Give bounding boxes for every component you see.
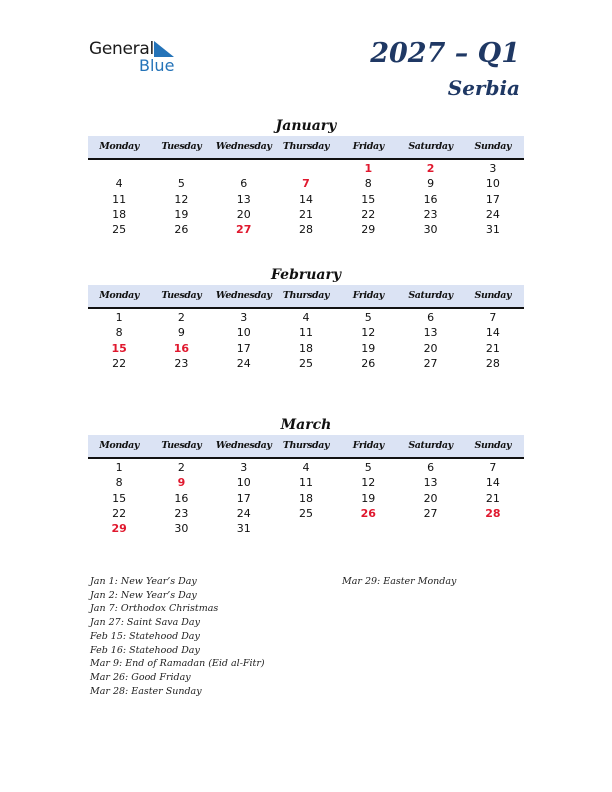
day-cell: 29 bbox=[111, 522, 127, 536]
day-cell: 26 bbox=[360, 506, 376, 520]
day-cell: 12 bbox=[174, 192, 189, 206]
weekday-label: Thursday bbox=[282, 290, 330, 301]
weeks bbox=[88, 459, 524, 536]
day-cell: 6 bbox=[427, 311, 435, 324]
empty-day-cell bbox=[213, 161, 275, 176]
day-cell: 1 bbox=[115, 461, 123, 474]
day-cell: 22 bbox=[112, 506, 127, 520]
day-cell: 23 bbox=[423, 207, 438, 221]
month-name: February bbox=[270, 267, 341, 283]
weekday-label: Thursday bbox=[282, 141, 330, 152]
day-cell: 15 bbox=[112, 491, 127, 505]
day-cell: 6 bbox=[240, 177, 248, 191]
day-cell: 25 bbox=[298, 506, 313, 520]
day-cell: 11 bbox=[112, 192, 127, 206]
page-title: 2027 – Q1 bbox=[370, 38, 520, 69]
day-cell: 7 bbox=[489, 311, 497, 324]
month-name: January bbox=[275, 118, 337, 134]
week-row bbox=[88, 506, 524, 521]
day-cell: 30 bbox=[174, 522, 189, 536]
day-cell: 4 bbox=[115, 177, 123, 191]
month-block-march bbox=[88, 415, 524, 536]
day-cell: 5 bbox=[364, 311, 372, 324]
weeks bbox=[88, 160, 524, 237]
day-cell: 2 bbox=[177, 311, 185, 324]
day-cell: 28 bbox=[485, 506, 501, 520]
day-cell: 26 bbox=[361, 356, 376, 370]
week-row bbox=[88, 310, 524, 325]
day-cell: 27 bbox=[423, 356, 438, 370]
week-row bbox=[88, 460, 524, 475]
day-cell: 21 bbox=[485, 341, 500, 355]
week-row bbox=[88, 325, 524, 340]
weekday-label: Thursday bbox=[282, 440, 330, 451]
day-cell: 13 bbox=[423, 476, 438, 490]
day-cell: 10 bbox=[485, 177, 500, 191]
day-cell: 31 bbox=[485, 223, 500, 237]
day-cell: 23 bbox=[174, 356, 189, 370]
week-row bbox=[88, 521, 524, 536]
day-cell: 31 bbox=[236, 522, 251, 536]
day-cell: 22 bbox=[361, 207, 376, 221]
weekday-header-row bbox=[88, 136, 524, 160]
holiday-note: Feb 15: Statehood Day bbox=[90, 630, 200, 642]
weekday-label: Sunday bbox=[474, 290, 512, 301]
day-cell: 11 bbox=[298, 476, 313, 490]
day-cell: 20 bbox=[236, 207, 251, 221]
weeks bbox=[88, 309, 524, 371]
day-cell: 24 bbox=[236, 356, 251, 370]
day-cell: 16 bbox=[173, 341, 190, 355]
day-cell: 19 bbox=[361, 491, 376, 505]
day-cell: 1 bbox=[115, 311, 123, 324]
holiday-notes-column-1 bbox=[90, 575, 340, 698]
day-cell: 8 bbox=[115, 326, 123, 340]
empty-day-cell bbox=[337, 521, 399, 536]
empty-day-cell bbox=[275, 521, 337, 536]
day-cell: 13 bbox=[236, 192, 251, 206]
week-row bbox=[88, 491, 524, 506]
weekday-label: Monday bbox=[99, 290, 139, 301]
day-cell: 30 bbox=[423, 223, 438, 237]
day-cell: 1 bbox=[364, 162, 373, 175]
day-cell: 12 bbox=[361, 326, 376, 340]
day-cell: 11 bbox=[298, 326, 313, 340]
weekday-label: Saturday bbox=[408, 290, 453, 301]
week-row bbox=[88, 222, 524, 237]
weekday-label: Sunday bbox=[474, 141, 512, 152]
weekday-label: Friday bbox=[352, 290, 384, 301]
weekday-label: Wednesday bbox=[215, 141, 272, 152]
day-cell: 3 bbox=[489, 162, 497, 175]
day-cell: 20 bbox=[423, 341, 438, 355]
month-name: March bbox=[280, 417, 332, 433]
day-cell: 2 bbox=[177, 461, 185, 474]
weekday-header-row bbox=[88, 435, 524, 459]
week-row bbox=[88, 161, 524, 176]
day-cell: 17 bbox=[485, 192, 500, 206]
day-cell: 5 bbox=[177, 177, 185, 191]
week-row bbox=[88, 207, 524, 222]
day-cell: 9 bbox=[177, 476, 186, 490]
empty-day-cell bbox=[399, 521, 461, 536]
day-cell: 5 bbox=[364, 461, 372, 474]
empty-day-cell bbox=[462, 521, 524, 536]
day-cell: 21 bbox=[298, 207, 313, 221]
holiday-note: Feb 16: Statehood Day bbox=[90, 644, 200, 656]
week-row bbox=[88, 192, 524, 207]
day-cell: 13 bbox=[423, 326, 438, 340]
day-cell: 16 bbox=[174, 491, 189, 505]
day-cell: 21 bbox=[485, 491, 500, 505]
holiday-note: Jan 27: Saint Sava Day bbox=[90, 617, 200, 629]
day-cell: 4 bbox=[302, 461, 310, 474]
week-row bbox=[88, 475, 524, 490]
day-cell: 17 bbox=[236, 491, 251, 505]
day-cell: 15 bbox=[111, 341, 127, 355]
weekday-label: Tuesday bbox=[161, 290, 202, 301]
day-cell: 6 bbox=[427, 461, 435, 474]
day-cell: 10 bbox=[236, 326, 251, 340]
day-cell: 3 bbox=[240, 311, 248, 324]
day-cell: 15 bbox=[361, 192, 376, 206]
day-cell: 22 bbox=[112, 356, 127, 370]
day-cell: 4 bbox=[302, 311, 310, 324]
day-cell: 2 bbox=[426, 162, 435, 175]
logo-word-general: General bbox=[89, 39, 154, 59]
day-cell: 20 bbox=[423, 491, 438, 505]
weekday-label: Tuesday bbox=[161, 141, 202, 152]
day-cell: 7 bbox=[302, 177, 310, 191]
month-block-january bbox=[88, 116, 524, 237]
day-cell: 19 bbox=[361, 341, 376, 355]
weekday-label: Sunday bbox=[474, 440, 512, 451]
day-cell: 3 bbox=[240, 461, 248, 474]
week-row bbox=[88, 176, 524, 191]
weekday-label: Monday bbox=[99, 440, 139, 451]
holiday-note: Mar 28: Easter Sunday bbox=[90, 685, 202, 697]
day-cell: 18 bbox=[298, 341, 313, 355]
day-cell: 9 bbox=[177, 326, 185, 340]
country-name: Serbia bbox=[447, 76, 520, 100]
holiday-notes-column-2 bbox=[342, 575, 552, 589]
day-cell: 26 bbox=[174, 223, 189, 237]
day-cell: 18 bbox=[298, 491, 313, 505]
day-cell: 10 bbox=[236, 476, 251, 490]
month-block-february bbox=[88, 265, 524, 371]
day-cell: 8 bbox=[115, 476, 123, 490]
holiday-note: Mar 29: Easter Monday bbox=[342, 576, 457, 587]
day-cell: 25 bbox=[112, 223, 127, 237]
day-cell: 27 bbox=[236, 223, 252, 237]
weekday-label: Saturday bbox=[408, 440, 453, 451]
day-cell: 23 bbox=[174, 506, 189, 520]
day-cell: 16 bbox=[423, 192, 438, 206]
day-cell: 17 bbox=[236, 341, 251, 355]
day-cell: 14 bbox=[485, 326, 500, 340]
day-cell: 28 bbox=[485, 356, 500, 370]
empty-day-cell bbox=[150, 161, 212, 176]
day-cell: 27 bbox=[423, 506, 438, 520]
day-cell: 29 bbox=[361, 223, 376, 237]
weekday-label: Wednesday bbox=[215, 440, 272, 451]
holiday-note: Jan 1: New Year’s Day bbox=[90, 576, 197, 587]
weekday-label: Tuesday bbox=[161, 440, 202, 451]
day-cell: 7 bbox=[489, 461, 497, 474]
day-cell: 14 bbox=[485, 476, 500, 490]
day-cell: 25 bbox=[298, 356, 313, 370]
generalblue-logo bbox=[89, 39, 189, 79]
weekday-label: Wednesday bbox=[215, 290, 272, 301]
day-cell: 12 bbox=[361, 476, 376, 490]
day-cell: 9 bbox=[427, 177, 435, 191]
holiday-note: Mar 9: End of Ramadan (Eid al-Fitr) bbox=[90, 658, 265, 670]
logo-word-blue: Blue bbox=[139, 56, 175, 75]
empty-day-cell bbox=[88, 161, 150, 176]
weekday-label: Friday bbox=[352, 141, 384, 152]
weekday-label: Saturday bbox=[408, 141, 453, 152]
empty-day-cell bbox=[275, 161, 337, 176]
week-row bbox=[88, 356, 524, 371]
weekday-label: Monday bbox=[99, 141, 139, 152]
day-cell: 24 bbox=[485, 207, 500, 221]
holiday-note: Jan 2: New Year’s Day bbox=[90, 589, 197, 601]
holiday-note: Jan 7: Orthodox Christmas bbox=[90, 603, 219, 615]
day-cell: 8 bbox=[364, 177, 372, 191]
weekday-header-row bbox=[88, 285, 524, 309]
holiday-note: Mar 26: Good Friday bbox=[90, 671, 191, 683]
day-cell: 28 bbox=[298, 223, 313, 237]
week-row bbox=[88, 341, 524, 356]
weekday-label: Friday bbox=[352, 440, 384, 451]
day-cell: 18 bbox=[112, 207, 127, 221]
day-cell: 14 bbox=[298, 192, 313, 206]
day-cell: 19 bbox=[174, 207, 189, 221]
day-cell: 24 bbox=[236, 506, 251, 520]
